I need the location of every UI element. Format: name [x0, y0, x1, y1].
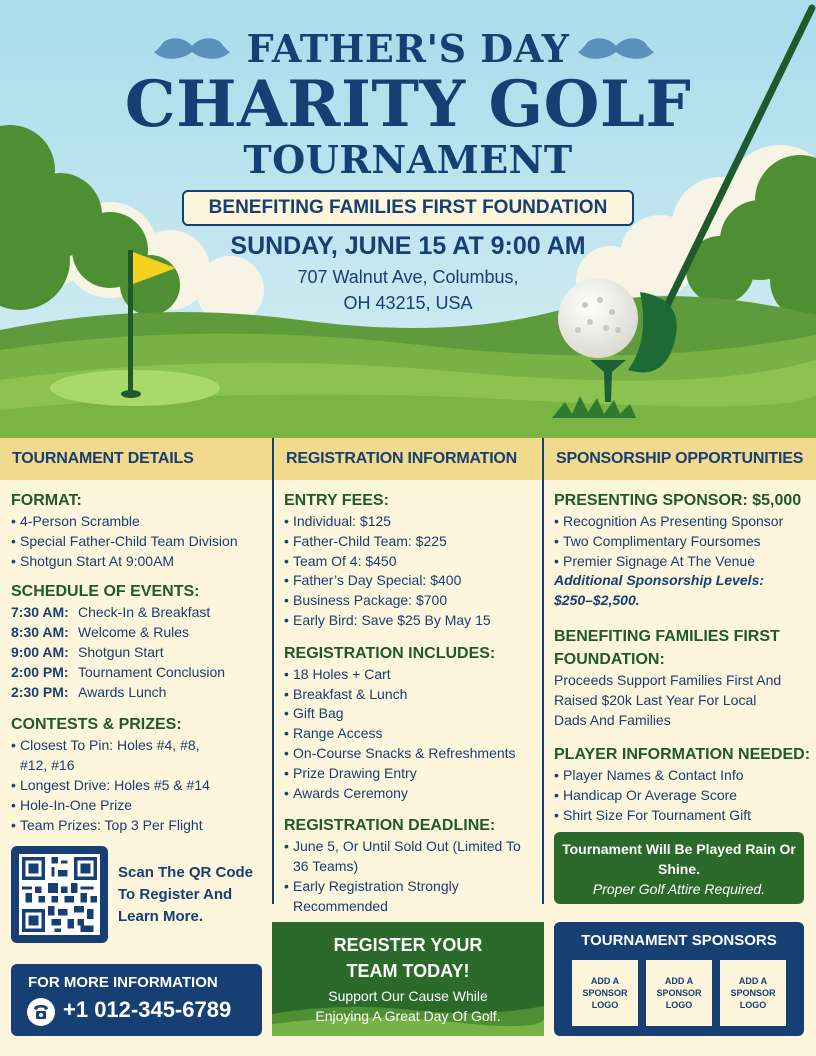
attire-note: Proper Golf Attire Required. — [592, 881, 766, 897]
list-item: • Team Of 4: $450 — [284, 552, 538, 572]
schedule-row — [11, 603, 267, 623]
list-item: • Early Registration Strongly Recommended — [284, 877, 538, 917]
list-item: • Closest To Pin: Holes #4, #8, #12, #16 — [11, 736, 267, 776]
list-item: • Awards Ceremony — [284, 784, 538, 804]
presenting-sponsor-heading: PRESENTING SPONSOR: $5,000 — [554, 492, 802, 509]
schedule-event: Awards Lunch — [78, 683, 167, 700]
schedule-row — [11, 663, 267, 683]
entry-fees-list — [284, 512, 538, 631]
list-item: • Player Names & Contact Info — [554, 766, 810, 786]
list-item: • Premier Signage At The Venue — [554, 552, 810, 572]
address-line-1: 707 Walnut Ave, Columbus, — [297, 267, 519, 287]
schedule-row — [11, 623, 267, 643]
format-heading: FORMAT: — [11, 492, 82, 509]
sponsors-heading: TOURNAMENT SPONSORS — [581, 932, 777, 949]
schedule-list — [11, 603, 267, 702]
foundation-heading: BENEFITING FAMILIES FIRST FOUNDATION: — [554, 627, 780, 668]
list-item: • Recognition As Presenting Sponsor — [554, 512, 810, 532]
additional-levels: Additional Sponsorship Levels: $250–$2,500. — [554, 572, 765, 609]
event-date: SUNDAY, JUNE 15 AT 9:00 AM — [230, 232, 586, 260]
list-item: • Two Complimentary Foursomes — [554, 532, 810, 552]
list-item: • Breakfast & Lunch — [284, 685, 538, 705]
event-title — [0, 26, 816, 182]
list-item: • Gift Bag — [284, 704, 538, 724]
list-item: • Father’s Day Special: $400 — [284, 571, 538, 591]
list-item: • Shirt Size For Tournament Gift — [554, 806, 810, 826]
event-address — [250, 264, 566, 316]
list-item: • Early Bird: Save $25 By May 15 — [284, 611, 538, 631]
tournament-details-column — [11, 480, 267, 835]
hero-banner — [0, 0, 816, 438]
sponsorship-column — [554, 480, 810, 826]
player-info-list — [554, 766, 810, 825]
phone-number[interactable]: +1 012-345-6789 — [63, 997, 232, 1022]
title-line-1: FATHER'S DAY — [246, 26, 570, 71]
contact-box — [11, 964, 262, 1036]
sponsorship-heading: SPONSORSHIP OPPORTUNITIES — [544, 438, 816, 480]
sponsor-logo-placeholder[interactable]: ADD A SPONSOR LOGO — [572, 960, 638, 1026]
title-line-3: TOURNAMENT — [243, 137, 573, 182]
list-item: • Business Package: $700 — [284, 591, 538, 611]
schedule-time: 2:00 PM: — [11, 663, 69, 680]
list-item: • 18 Holes + Cart — [284, 665, 538, 685]
column-divider-2 — [542, 438, 544, 904]
list-item: • Father-Child Team: $225 — [284, 532, 538, 552]
sponsor-logo-placeholder[interactable]: ADD A SPONSOR LOGO — [646, 960, 712, 1026]
sponsor-logo-placeholder[interactable]: ADD A SPONSOR LOGO — [720, 960, 786, 1026]
schedule-time: 2:30 PM: — [11, 683, 69, 700]
qr-instructions: Scan The QR Code To Register And Learn More. — [118, 864, 254, 925]
address-line-2: OH 43215, USA — [343, 293, 473, 313]
includes-heading: REGISTRATION INCLUDES: — [284, 644, 496, 662]
deadline-list — [284, 837, 538, 916]
contests-heading: CONTESTS & PRIZES: — [11, 716, 182, 734]
list-item: • Prize Drawing Entry — [284, 764, 538, 784]
sponsors-box — [554, 922, 804, 1036]
schedule-event: Shotgun Start — [78, 643, 164, 660]
list-item: • 4-Person Scramble — [11, 512, 267, 532]
beneficiary-banner: BENEFITING FAMILIES FIRST FOUNDATION — [182, 190, 634, 226]
deadline-heading: REGISTRATION DEADLINE: — [284, 817, 496, 835]
list-item: • Individual: $125 — [284, 512, 538, 532]
rain-heading: Tournament Will Be Played Rain Or Shine. — [562, 841, 796, 877]
list-item: • Team Prizes: Top 3 Per Flight — [11, 816, 267, 836]
schedule-time: 7:30 AM: — [11, 604, 69, 621]
list-item: • Shotgun Start At 9:00AM — [11, 552, 267, 572]
schedule-row — [11, 643, 267, 663]
schedule-time: 9:00 AM: — [11, 643, 69, 660]
register-heading: REGISTER YOUR TEAM TODAY! — [333, 935, 483, 981]
presenting-list — [554, 512, 810, 571]
list-item: • Hole-In-One Prize — [11, 796, 267, 816]
contact-title: FOR MORE INFORMATION — [28, 974, 218, 991]
list-item: • On-Course Snacks & Refreshments — [284, 744, 538, 764]
column-divider-1 — [272, 438, 274, 904]
registration-column — [284, 480, 538, 917]
register-subtext: Support Our Cause While Enjoying A Great Day Of Golf. — [315, 988, 501, 1024]
rain-notice — [554, 832, 804, 904]
includes-list — [284, 665, 538, 804]
contests-list — [11, 736, 267, 835]
player-info-heading: PLAYER INFORMATION NEEDED: — [554, 746, 811, 764]
schedule-event: Check-In & Breakfast — [78, 604, 211, 621]
entry-fees-heading: ENTRY FEES: — [284, 492, 389, 509]
phone-icon — [27, 998, 55, 1026]
format-list — [11, 512, 267, 571]
schedule-event: Tournament Conclusion — [78, 663, 226, 680]
tournament-details-heading: TOURNAMENT DETAILS — [0, 438, 272, 480]
list-item: • Longest Drive: Holes #5 & #14 — [11, 776, 267, 796]
qr-code-icon — [19, 854, 100, 935]
qr-code[interactable] — [11, 846, 108, 943]
foundation-text: Proceeds Support Families First And Raised $20k Last Year For Local Dads And Families — [554, 671, 782, 728]
schedule-event: Welcome & Rules — [78, 624, 190, 641]
schedule-time: 8:30 AM: — [11, 624, 69, 641]
registration-info-heading: REGISTRATION INFORMATION — [274, 438, 542, 480]
register-cta[interactable] — [272, 922, 544, 1036]
list-item: • Range Access — [284, 724, 538, 744]
list-item: • Handicap Or Average Score — [554, 786, 810, 806]
list-item: • Special Father-Child Team Division — [11, 532, 267, 552]
list-item: • June 5, Or Until Sold Out (Limited To 36 Teams) — [284, 837, 538, 877]
title-line-2: CHARITY GOLF — [124, 67, 692, 142]
schedule-row — [11, 683, 267, 703]
schedule-heading: SCHEDULE OF EVENTS: — [11, 583, 200, 601]
